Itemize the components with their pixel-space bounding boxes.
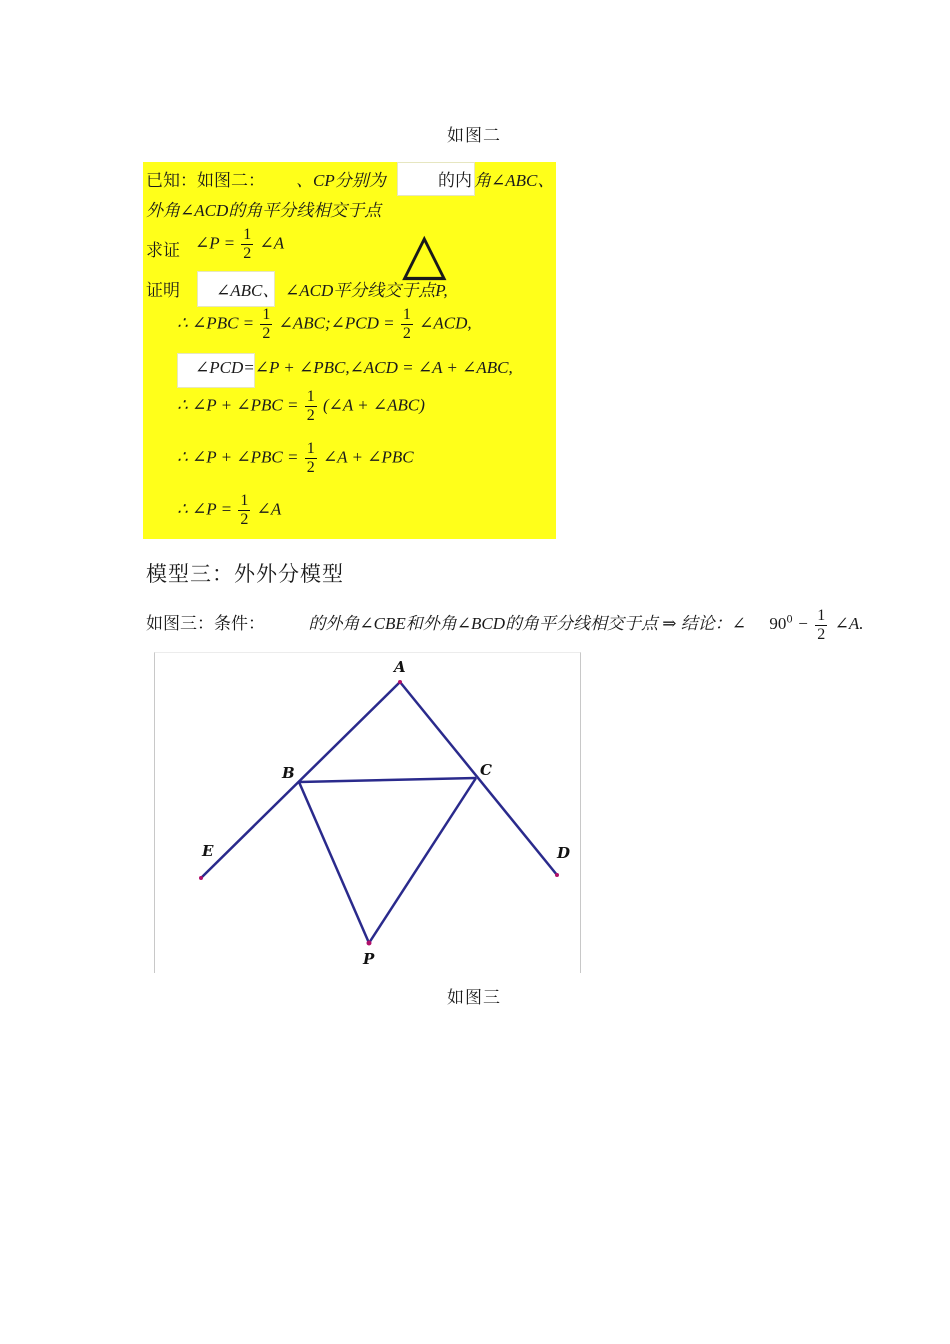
point-e: [199, 876, 203, 880]
condition-90: 90: [769, 614, 787, 633]
point-label-d: D: [557, 844, 571, 862]
point-label-p: P: [363, 950, 375, 968]
fraction-half: $\frac{1}{2}$: [402, 306, 411, 342]
fraction-half: $\frac{1}{2}$: [262, 306, 271, 342]
prove-label: 求证: [146, 241, 180, 261]
segment-b-c: [299, 778, 476, 782]
degree-mark: 0: [786, 614, 793, 626]
condition-angle-a: ∠A.: [834, 614, 864, 633]
section-heading: 模型三：外外分模型: [146, 562, 344, 586]
figure-3-caption: 如图三: [447, 988, 501, 1008]
given-angle-abc: 角∠ABC、: [474, 171, 555, 190]
proof-step-2: ∠PCD=∠P + ∠PBC,∠ACD = ∠A + ∠ABC,: [195, 358, 513, 377]
prove-lhs: ∠P =: [195, 233, 236, 253]
given-line-1: [146, 166, 265, 191]
figure-lines: [201, 682, 557, 943]
point-label-e: E: [202, 842, 214, 860]
fraction-half: $\frac{1}{2}$: [306, 440, 315, 476]
point-label-c: C: [480, 761, 492, 779]
point-a: [398, 680, 402, 684]
given-inner: 的内: [438, 171, 472, 191]
point-p: [367, 941, 372, 946]
proof-abc: ∠ABC、: [216, 281, 280, 300]
fraction-half: $\frac{1}{2}$: [306, 388, 315, 424]
proof-step-3: ∴ ∠P + ∠PBC = $\frac{1}{2}$ (∠A + ∠ABC): [177, 388, 425, 424]
proof-step-1: ∴ ∠PBC = $\frac{1}{2}$ ∠ABC;∠PCD = $\frac{1}{2}$ ∠ACD,: [177, 306, 472, 342]
proof-step-4: ∴ ∠P + ∠PBC = $\frac{1}{2}$ ∠A + ∠PBC: [177, 440, 414, 476]
proof-box: [143, 162, 556, 539]
proof-step-5: ∴ ∠P = $\frac{1}{2}$ ∠A: [177, 492, 282, 528]
proof-rest: ∠ACD平分线交于点P,: [285, 281, 448, 300]
triangle-symbol: △: [402, 219, 447, 287]
figure-3: [154, 652, 581, 973]
condition-label: 如图三：条件：: [146, 614, 265, 634]
figure-3-diagram: [155, 653, 580, 973]
condition-minus: −: [798, 614, 808, 633]
condition-line: [146, 607, 863, 644]
point-label-b: B: [282, 764, 295, 782]
segment-c-p: [369, 778, 476, 943]
fraction-half: $\frac{1}{2}$: [243, 226, 252, 262]
fraction-half: $\frac{1}{2}$: [240, 492, 249, 528]
given-line-2: 外角∠ACD的角平分线相交于点: [146, 201, 382, 220]
figure-2-caption: 如图二: [447, 126, 501, 146]
proof-label: 证明: [146, 281, 180, 301]
point-d: [555, 873, 559, 877]
prove-formula: [195, 226, 284, 263]
segment-b-p: [299, 782, 369, 943]
prove-rhs: ∠A: [259, 233, 285, 253]
condition-text: 的外角∠CBE和外角∠BCD的角平分线相交于点 ⇒ 结论：∠: [308, 614, 746, 633]
point-label-a: A: [394, 658, 406, 676]
given-label: 已知：如图二：: [146, 171, 265, 191]
given-cp: 、CP分别为: [296, 171, 386, 190]
fraction-half: $\frac{1}{2}$: [817, 607, 826, 643]
